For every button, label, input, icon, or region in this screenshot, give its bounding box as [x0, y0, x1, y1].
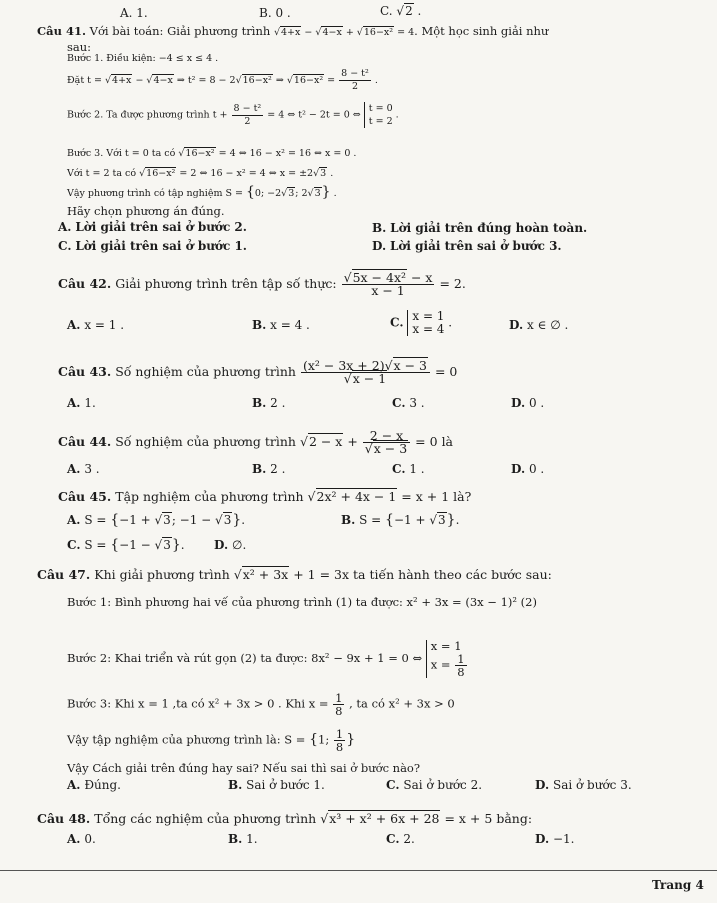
top-option-a: A. 1.: [120, 6, 148, 20]
q41-step2: Bước 2. Ta được phương trình t + $\frac{\text{8 − t²}}{2}$ = 4 ⇔ t² − 2t = 0 ⇔ t = 0 t = 2 .: [67, 102, 399, 127]
q48-option-b[interactable]: B. 1.: [228, 832, 258, 846]
q43-text: Câu 43. Số nghiệm của phương trình $\frac{\text{(x² − 3x + 2)√x − 3}}{√x - 1}$ = 0: [58, 358, 458, 386]
q43-option-c[interactable]: C. 3 .: [392, 396, 425, 410]
q42-option-b[interactable]: B. x = 4 .: [252, 318, 310, 332]
q47-option-c[interactable]: C. Sai ở bước 2.: [386, 778, 483, 792]
q43-option-d[interactable]: D. 0 .: [511, 396, 545, 410]
q47-text: Câu 47. Khi giải phương trình √x² + 3x + 1 = 3x ta tiến hành theo các bước sau:: [37, 567, 552, 582]
q42-text: Câu 42. Giải phương trình trên tập số thực: $\frac{\text{√5x − 4x² − x}}{x - 1}$ = 2.: [58, 270, 466, 298]
q41-option-b[interactable]: B. Lời giải trên đúng hoàn toàn.: [372, 221, 588, 235]
q43-option-b[interactable]: B. 2 .: [252, 396, 286, 410]
q45-option-a[interactable]: A. S = {−1 + √3; −1 − √3}.: [67, 512, 246, 528]
top-option-b: B. 0 .: [259, 6, 291, 20]
q48-option-a[interactable]: A. 0.: [67, 832, 96, 846]
q41-step3: Bước 3. Với t = 0 ta có √16−x² = 4 ⇔ 16 − x² = 16 ⇔ x = 0 .: [67, 148, 357, 159]
q41-option-d[interactable]: D. Lời giải trên sai ở bước 3.: [372, 239, 562, 253]
q41-sau: sau:: [67, 40, 92, 54]
q44-option-b[interactable]: B. 2 .: [252, 462, 286, 476]
q47-step1: Bước 1: Bình phương hai vế của phương trình (1) ta được: x² + 3x = (3x − 1)² (2): [67, 595, 537, 609]
q44-text: Câu 44. Số nghiệm của phương trình √2 − x + $\frac{2 - x}{√x - 3}$ = 0 là: [58, 428, 454, 456]
q41-case2: Với t = 2 ta có √16−x² = 2 ⇔ 16 − x² = 4 ⇔ x = ±2√3 .: [67, 168, 334, 179]
q48-option-d[interactable]: D. −1.: [535, 832, 575, 846]
q41-option-c[interactable]: C. Lời giải trên sai ở bước 1.: [58, 239, 247, 253]
q42-option-a[interactable]: A. x = 1 .: [67, 318, 125, 332]
q41-intro: Câu 41. Với bài toán: Giải phương trình √4+x − √4−x + √16−x² = 4. Một học sinh giải như: [37, 24, 549, 38]
q45-option-c[interactable]: C. S = {−1 − √3}.: [67, 537, 185, 553]
q45-text: Câu 45. Tập nghiệm của phương trình √2x² + 4x − 1 = x + 1 là?: [58, 489, 472, 504]
q47-option-a[interactable]: A. Đúng.: [67, 778, 121, 792]
q48-option-c[interactable]: C. 2.: [386, 832, 415, 846]
q41-option-a[interactable]: A. Lời giải trên sai ở bước 2.: [58, 220, 247, 234]
q45-option-b[interactable]: B. S = {−1 + √3}.: [341, 512, 460, 528]
q47-option-b[interactable]: B. Sai ở bước 1.: [228, 778, 325, 792]
q41-dat: Đặt t = √4+x − √4−x ⇒ t² = 8 − 2√16−x² ⇒ √16−x² = $\frac{\text{8 − t²}}{2}$ .: [67, 68, 378, 92]
q44-option-a[interactable]: A. 3 .: [67, 462, 100, 476]
q44-option-c[interactable]: C. 1 .: [392, 462, 425, 476]
q41-choose: Hãy chọn phương án đúng.: [67, 204, 225, 218]
top-option-c: C. √2 .: [380, 4, 422, 18]
q43-option-a[interactable]: A. 1.: [67, 396, 96, 410]
q45-option-d[interactable]: D. ∅.: [214, 538, 247, 552]
q47-step2: Bước 2: Khai triển và rút gọn (2) ta được: 8x² − 9x + 1 = 0 ⇔ x = 1 x = $\frac{1}{8}$: [67, 640, 468, 678]
q41-solution-set: Vậy phương trình có tập nghiệm S = {0; −2√3; 2√3} .: [67, 184, 337, 200]
q47-option-d[interactable]: D. Sai ở bước 3.: [535, 778, 632, 792]
q47-conclusion: Vậy tập nghiệm của phương trình là: S = {1; $\frac{1}{8}$ }: [67, 727, 356, 754]
q47-question: Vậy Cách giải trên đúng hay sai? Nếu sai thì sai ở bước nào?: [67, 761, 421, 775]
footer-divider: [0, 870, 717, 871]
q41-step1: Bước 1. Điều kiện: −4 ≤ x ≤ 4 .: [67, 53, 219, 64]
q42-option-d[interactable]: D. x ∈ ∅ .: [509, 318, 569, 332]
q42-option-c[interactable]: C. x = 1 x = 4 .: [390, 309, 453, 336]
q48-text: Câu 48. Tổng các nghiệm của phương trình √x³ + x² + 6x + 28 = x + 5 bằng:: [37, 811, 533, 826]
page-number: Trang 4: [652, 878, 704, 892]
q44-option-d[interactable]: D. 0 .: [511, 462, 545, 476]
q47-step3: Bước 3: Khi x = 1 ,ta có x² + 3x > 0 . Khi x = $\frac{1}{8}$ , ta có x² + 3x > 0: [67, 691, 455, 718]
